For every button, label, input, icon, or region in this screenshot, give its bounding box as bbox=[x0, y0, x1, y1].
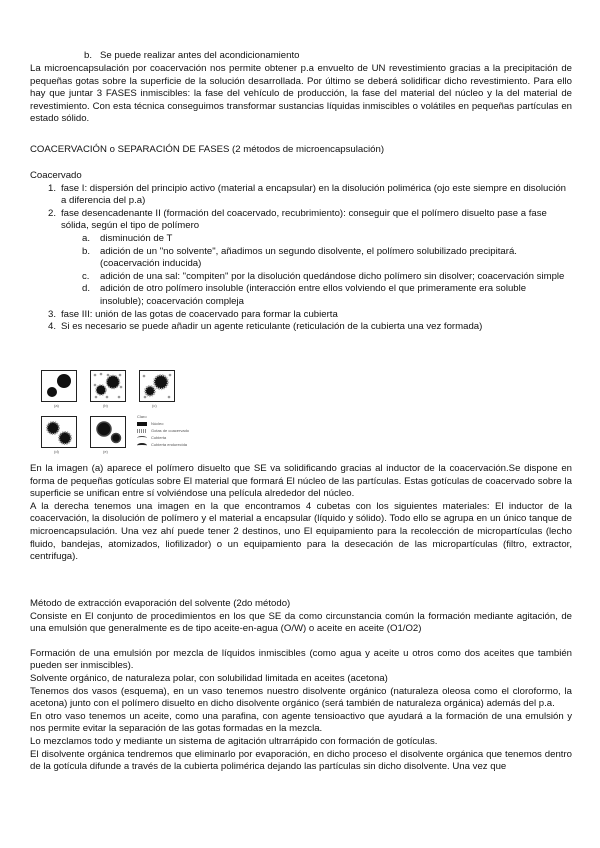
legend-title-row bbox=[137, 414, 197, 421]
panel-e-drawing bbox=[91, 417, 125, 447]
section2-paragraph: Lo mezclamos todo y mediante un sistema de agitación ultrarrápido con formación de gotículas. bbox=[30, 735, 438, 747]
item-letter: b. bbox=[84, 50, 93, 61]
figure-paragraph-2: A la derecha tenemos una imagen en la que encontramos 4 cubetas con los siguientes materiales: El inductor de la coacervación, la disolución de polímero y el material a encapsular (líquido y sólido). Todo ello se agrupa en un único tanque de microencapsulación. Una vez ahí puede tener 2 destinos, uno El equipamiento para la recolección de micropartículas (lecho fluido, bandejas, atomizados, liofilizador) o un equipamiento para la desecación de las micropartículas (filtro, extractor, centrifuga). bbox=[30, 500, 572, 563]
legend-item: Cubierta endurecida bbox=[137, 442, 197, 449]
figure-panel-e bbox=[90, 416, 126, 448]
substep-item: c. adición de una sal: "compiten" por la disolución quedándose dicho polímero sin disolver; coacervación simple bbox=[82, 270, 565, 282]
legend-swatch bbox=[137, 443, 147, 448]
figure-label-c: (c) bbox=[152, 403, 157, 408]
figure-panel-a bbox=[41, 370, 77, 402]
step-item: 3. fase III: unión de las gotas de coacervado para formar la cubierta bbox=[48, 308, 338, 320]
step-item: 4. Si es necesario se puede añadir un agente reticulante (reticulación de la cubierta una vez formada) bbox=[48, 321, 483, 333]
figure-paragraph-1: En la imagen (a) aparece el polímero disuelto que SE va solidificando gracias al inductor de la coacervación.Se dispone en forma de pequeñas gotículas sobre El material que formará El núcleo de las partículas. Estas gotículas de coacervado sobre la superficie se unifican entre sí volviéndose una película alrededor del núcleo. bbox=[30, 463, 572, 500]
legend-swatch bbox=[137, 422, 147, 426]
substep-item: a. disminución de T bbox=[82, 232, 173, 244]
steps-list bbox=[30, 183, 572, 334]
figure-explanation bbox=[30, 463, 572, 564]
figure-label-d: (d) bbox=[54, 449, 59, 454]
coacervacion-heading bbox=[30, 144, 572, 157]
evaporation-section bbox=[30, 598, 572, 774]
figure-label-e: (e) bbox=[103, 449, 108, 454]
intro-paragraph: La microencapsulación por coacervación nos permite obtener p.a envuelto de UN revestimiento gracias a la precipitación de pequeñas gotas sobre la superficie de la solución desarrollada. Por último se deberá solidificar dicho revestimiento. Para ello hay que juntar 3 FASES inmiscibles: la fase del vehículo de producción, la fase del material del núcleo y la del material de revestimiento. Con esta técnica conseguimos transformar sustancias líquidas inmiscibles o volátiles en pequeñas partículas en estado sólido. bbox=[30, 63, 572, 125]
substep-item: d. adición de otro polímero insoluble (interacción entre ellos volviendo el que primeramente era soluble insoluble); coacervación compleja bbox=[82, 283, 527, 307]
section2-heading: Método de extracción evaporación del solvente (2do método) bbox=[30, 598, 291, 609]
figure-panel-c bbox=[139, 370, 175, 402]
item-text: Se puede realizar antes del acondicionamiento bbox=[100, 50, 300, 61]
step-item: 1. fase I: dispersión del principio activo (material a encapsular) en la disolución polimérica (ojo este siempre en disolución a diferencia del p.a) bbox=[48, 182, 566, 207]
section2-paragraph: Tenemos dos vasos (esquema), en un vaso tenemos nuestro disolvente orgánico (naturaleza oleosa como el cloroformo, la acetona) junto con el polímero disuelto en dicho disolvente orgánico (será también de naturaleza orgánica) además del p.a. bbox=[30, 685, 572, 710]
legend-item: Cubierta bbox=[137, 435, 197, 442]
section2-paragraph: En otro vaso tenemos un aceite, como una parafina, con agente tensioactivo que ayudará a la formación de una emulsión y nos permite evitar la separación de las gotas formadas en la mezcla. bbox=[30, 710, 572, 735]
intro-section bbox=[30, 63, 572, 126]
substep-item: b. adición de un "no solvente", añadimos un segundo disolvente, el polímero solubilizado precipitará. (coacervación inducida) bbox=[82, 245, 517, 270]
section2-paragraph: Solvente orgánico, de naturaleza polar, con solubilidad limitada en aceites (acetona) bbox=[30, 672, 388, 684]
legend-item: Núcleo bbox=[137, 421, 197, 428]
subheading: Coacervado bbox=[30, 170, 82, 181]
figure-panel-b bbox=[90, 370, 126, 402]
legend-swatch bbox=[137, 436, 147, 440]
spacer bbox=[30, 636, 572, 648]
legend-item: Gotas de coacervado bbox=[137, 428, 197, 435]
coacervado-block bbox=[30, 170, 572, 334]
figure-legend bbox=[137, 414, 197, 449]
legend-swatch bbox=[137, 429, 147, 433]
panel-a-drawing bbox=[42, 371, 76, 401]
figure-label-a: (a) bbox=[54, 403, 59, 408]
section2-paragraph: Consiste en El conjunto de procedimientos en los que SE da como circunstancia común la formación mediante agitación, de una emulsión que generalmente es de tipo aceite-en-agua (O/W) o aceite en aceite (O1/O2) bbox=[30, 610, 572, 635]
list-item-b bbox=[84, 50, 299, 63]
section2-paragraph: El disolvente orgánica tendremos que eliminarlo por evaporación, en dicho proceso el disolvente orgánica que tenemos dentro de la gotícula difunde a través de la cubierta polimérica dejando las partículas sin dicho disolvente. Una vez que bbox=[30, 748, 572, 773]
panel-c-drawing bbox=[140, 371, 174, 401]
figure-panel-d bbox=[41, 416, 77, 448]
legend-title: Claro bbox=[137, 414, 147, 419]
step-item: 2. fase desencadenante II (formación del coacervado, recubrimiento): conseguir que el polímero disuelto pase a fase sólida, según el tipo de polímero bbox=[48, 207, 547, 232]
section-heading: COACERVACIÓN o SEPARACIÓN DE FASES (2 métodos de microencapsulación) bbox=[30, 144, 385, 155]
section2-paragraph: Formación de una emulsión por mezcla de líquidos inmiscibles (como agua y aceite u otros como dos aceites que también pueden ser inmiscibles). bbox=[30, 647, 572, 672]
figure-label-b: (b) bbox=[103, 403, 108, 408]
panel-d-drawing bbox=[42, 417, 76, 447]
panel-b-drawing bbox=[91, 371, 125, 401]
